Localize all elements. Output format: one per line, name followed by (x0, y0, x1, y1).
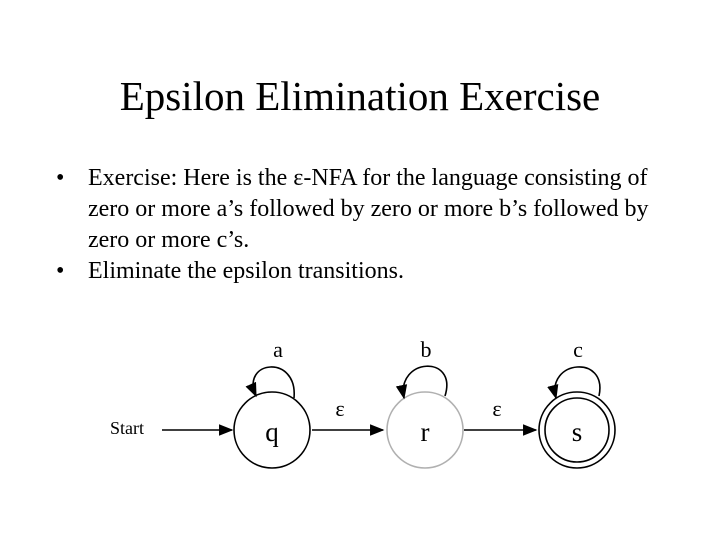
bullet-item (54, 256, 694, 287)
bullet-text: Exercise: Here is the ε-NFA for the language consisting of zero or more a’s followed by zero or more b’s followed by zero or more c’s. (88, 165, 649, 253)
transition-label-c: c (573, 337, 583, 362)
bullet-dot: • (56, 258, 65, 284)
state-r-label: r (420, 417, 430, 447)
bullet-item (54, 163, 694, 256)
transition-label-r-s: ε (492, 396, 502, 421)
state-s-label: s (571, 417, 583, 447)
transition-label-a: a (273, 337, 283, 362)
transition-label-b: b (420, 337, 432, 362)
state-q-label: q (265, 417, 279, 447)
bullet-text: Eliminate the epsilon transitions. (88, 258, 404, 284)
start-label: Start (110, 418, 144, 438)
bullet-list (54, 163, 694, 287)
transition-label-q-r: ε (335, 396, 345, 421)
bullet-dot: • (56, 165, 65, 191)
enfa-diagram (0, 320, 720, 480)
slide-title: Epsilon Elimination Exercise (119, 73, 601, 119)
